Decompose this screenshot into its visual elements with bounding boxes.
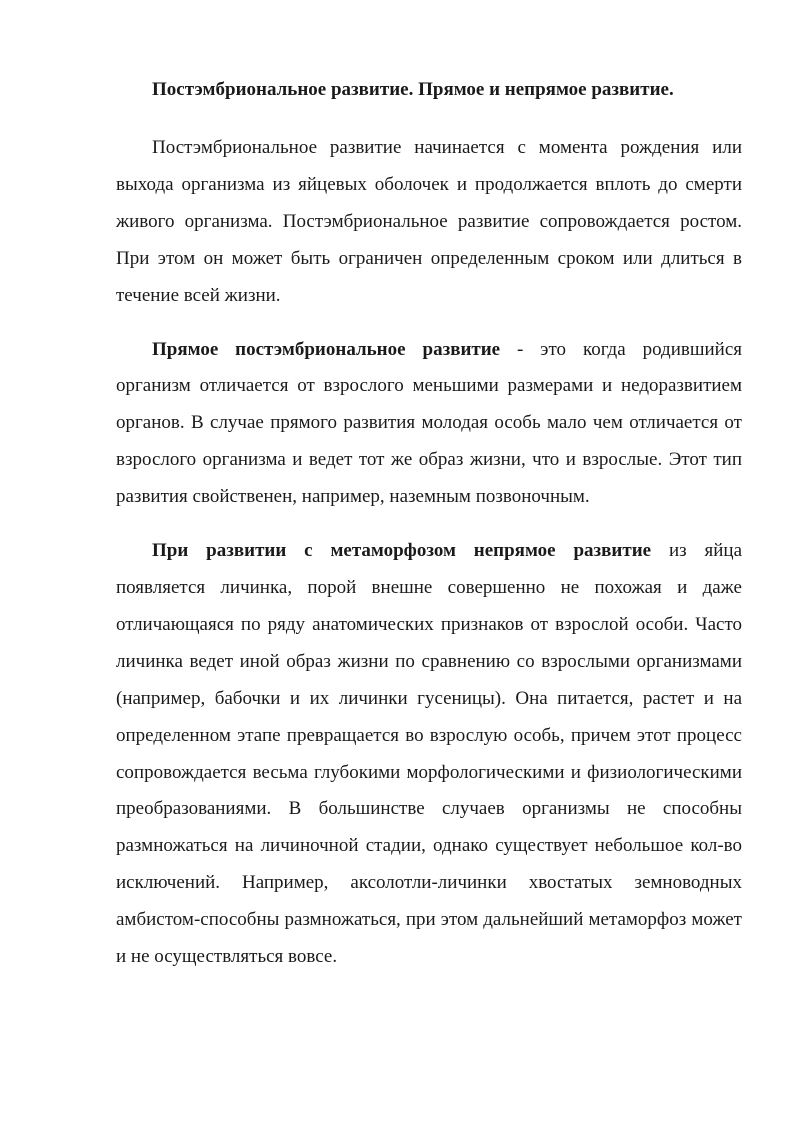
term-direct-development: Прямое постэмбриональное развитие	[152, 338, 501, 360]
term-indirect-development: При развитии с метаморфозом непрямое развитие	[152, 540, 652, 562]
paragraph-direct-development	[116, 332, 742, 517]
paragraph-intro: Постэмбриональное развитие начинается с момента рождения или выхода организма из яйцевых оболочек и продолжается вплоть до смерти живого организма. Постэмбриональное развитие сопровождается ростом. При этом он может быть ограничен определенным сроком или длиться в течение всей жизни.	[116, 137, 742, 306]
document-body	[116, 72, 742, 993]
paragraph-indirect-development-text: из яйца появляется личинка, порой внешне совершенно не похожая и даже отличающаяся по ряду анатомических признаков от взрослой особи. Часто личинка ведет иной образ жизни по сравнению со взрослыми организмами (например, бабочки и их личинки гусеницы). Она питается, растет и на определенном этапе превращается во взрослую особь, причем этот процесс сопровождается весьма глубокими морфологическими и физиологическими преобразованиями. В большинстве случаев организмы не способны размножаться на личиночной стадии, однако существует небольшое кол-во исключений. Например, аксолотли-личинки хвостатых земноводных амбистом-способны размножаться, при этом дальнейший метаморфоз может и не осуществляться вовсе.	[116, 540, 742, 968]
paragraph-indirect-development	[116, 533, 742, 976]
document-title: Постэмбриональное развитие. Прямое и непрямое развитие.	[152, 79, 674, 100]
paragraph-direct-development-text: - это когда родившийся организм отличается от взрослого меньшими размерами и недоразвитием органов. В случае прямого развития молодая особь мало чем отличается от взрослого организма и ведет тот же образ жизни, что и взрослые. Этот тип развития свойственен, например, наземным позвоночным.	[116, 338, 742, 508]
